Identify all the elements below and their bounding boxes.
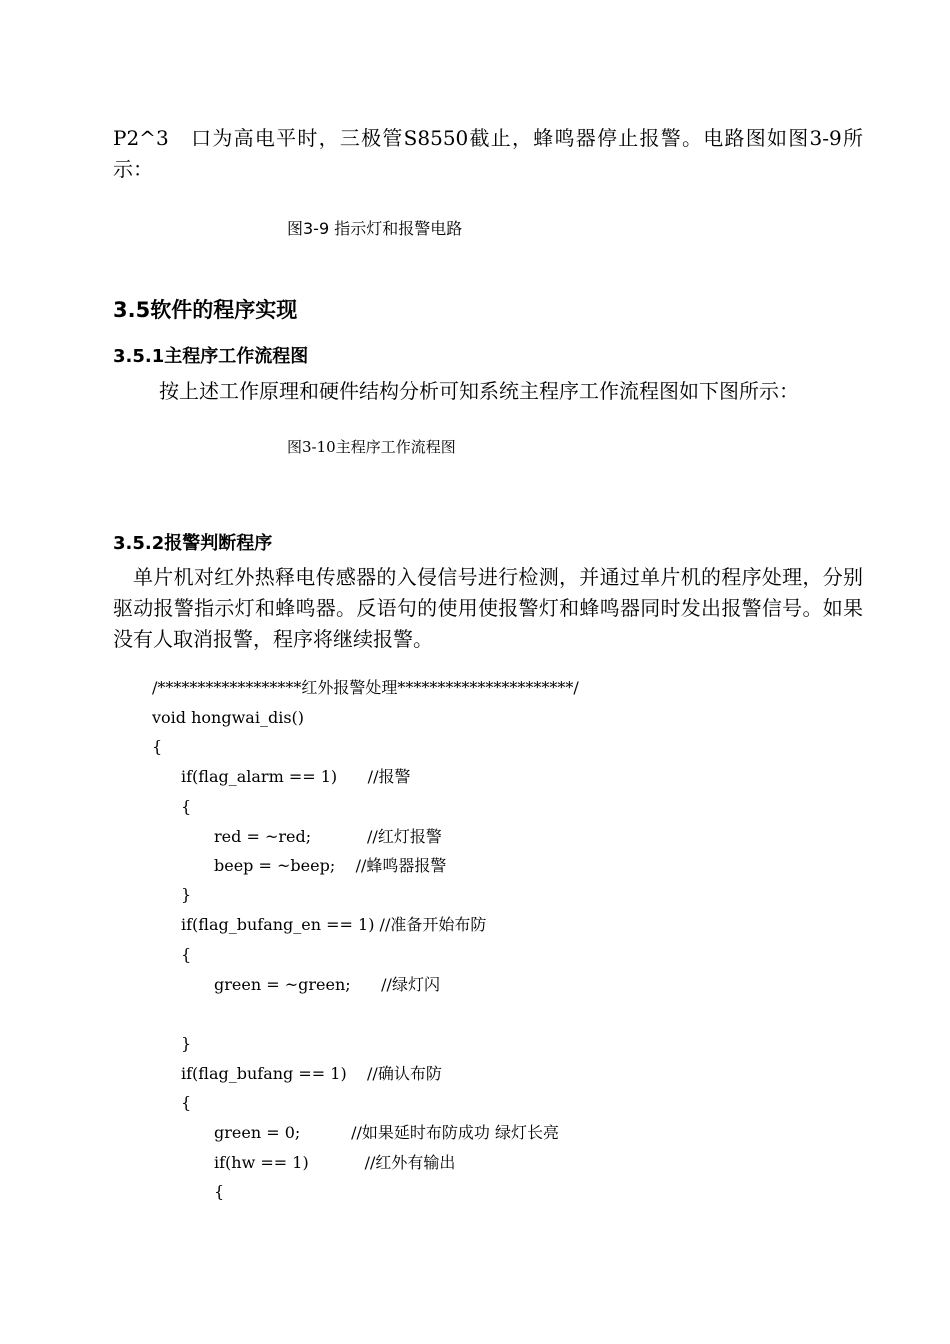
code-line: red = ~red; //红灯报警	[214, 827, 442, 846]
code-line: /******************红外报警处理**********************/	[152, 678, 579, 697]
code-line: }	[181, 1034, 192, 1053]
figure-caption-3-9: 图3-9 指示灯和报警电路	[287, 219, 463, 238]
code-line: if(hw == 1) //红外有输出	[214, 1153, 456, 1172]
figure-caption-3-10: 图3-10主程序工作流程图	[287, 438, 456, 456]
intro-paragraph: P2^3 口为高电平时，三极管S8550截止，蜂鸣器停止报警。电路图如图3-9所示：	[113, 126, 863, 181]
code-line: green = ~green; //绿灯闪	[214, 975, 440, 994]
code-line: {	[181, 797, 192, 816]
code-line: green = 0; //如果延时布防成功 绿灯长亮	[214, 1123, 560, 1142]
code-line: {	[214, 1182, 225, 1201]
alarm-description-paragraph: 单片机对红外热释电传感器的入侵信号进行检测，并通过单片机的程序处理，分别驱动报警指示灯和蜂鸣器。反语句的使用使报警灯和蜂鸣器同时发出报警信号。如果没有人取消报警，程序将继续报警。	[113, 565, 863, 651]
code-line: void hongwai_dis()	[152, 708, 305, 727]
section-heading-3-5: 3.5软件的程序实现	[113, 298, 298, 322]
section-heading-3-5-1: 3.5.1主程序工作流程图	[113, 346, 309, 367]
code-line: beep = ~beep; //蜂鸣器报警	[214, 856, 447, 875]
code-line: if(flag_bufang == 1) //确认布防	[181, 1064, 442, 1083]
code-line: if(flag_bufang_en == 1) //准备开始布防	[181, 915, 487, 934]
code-line: {	[181, 945, 192, 964]
section-heading-3-5-2: 3.5.2报警判断程序	[113, 533, 273, 554]
code-line: }	[181, 885, 192, 904]
code-line: {	[152, 737, 163, 756]
flow-description-paragraph: 按上述工作原理和硬件结构分析可知系统主程序工作流程图如下图所示：	[159, 379, 799, 403]
code-line: {	[181, 1093, 192, 1112]
code-line: if(flag_alarm == 1) //报警	[181, 767, 411, 786]
